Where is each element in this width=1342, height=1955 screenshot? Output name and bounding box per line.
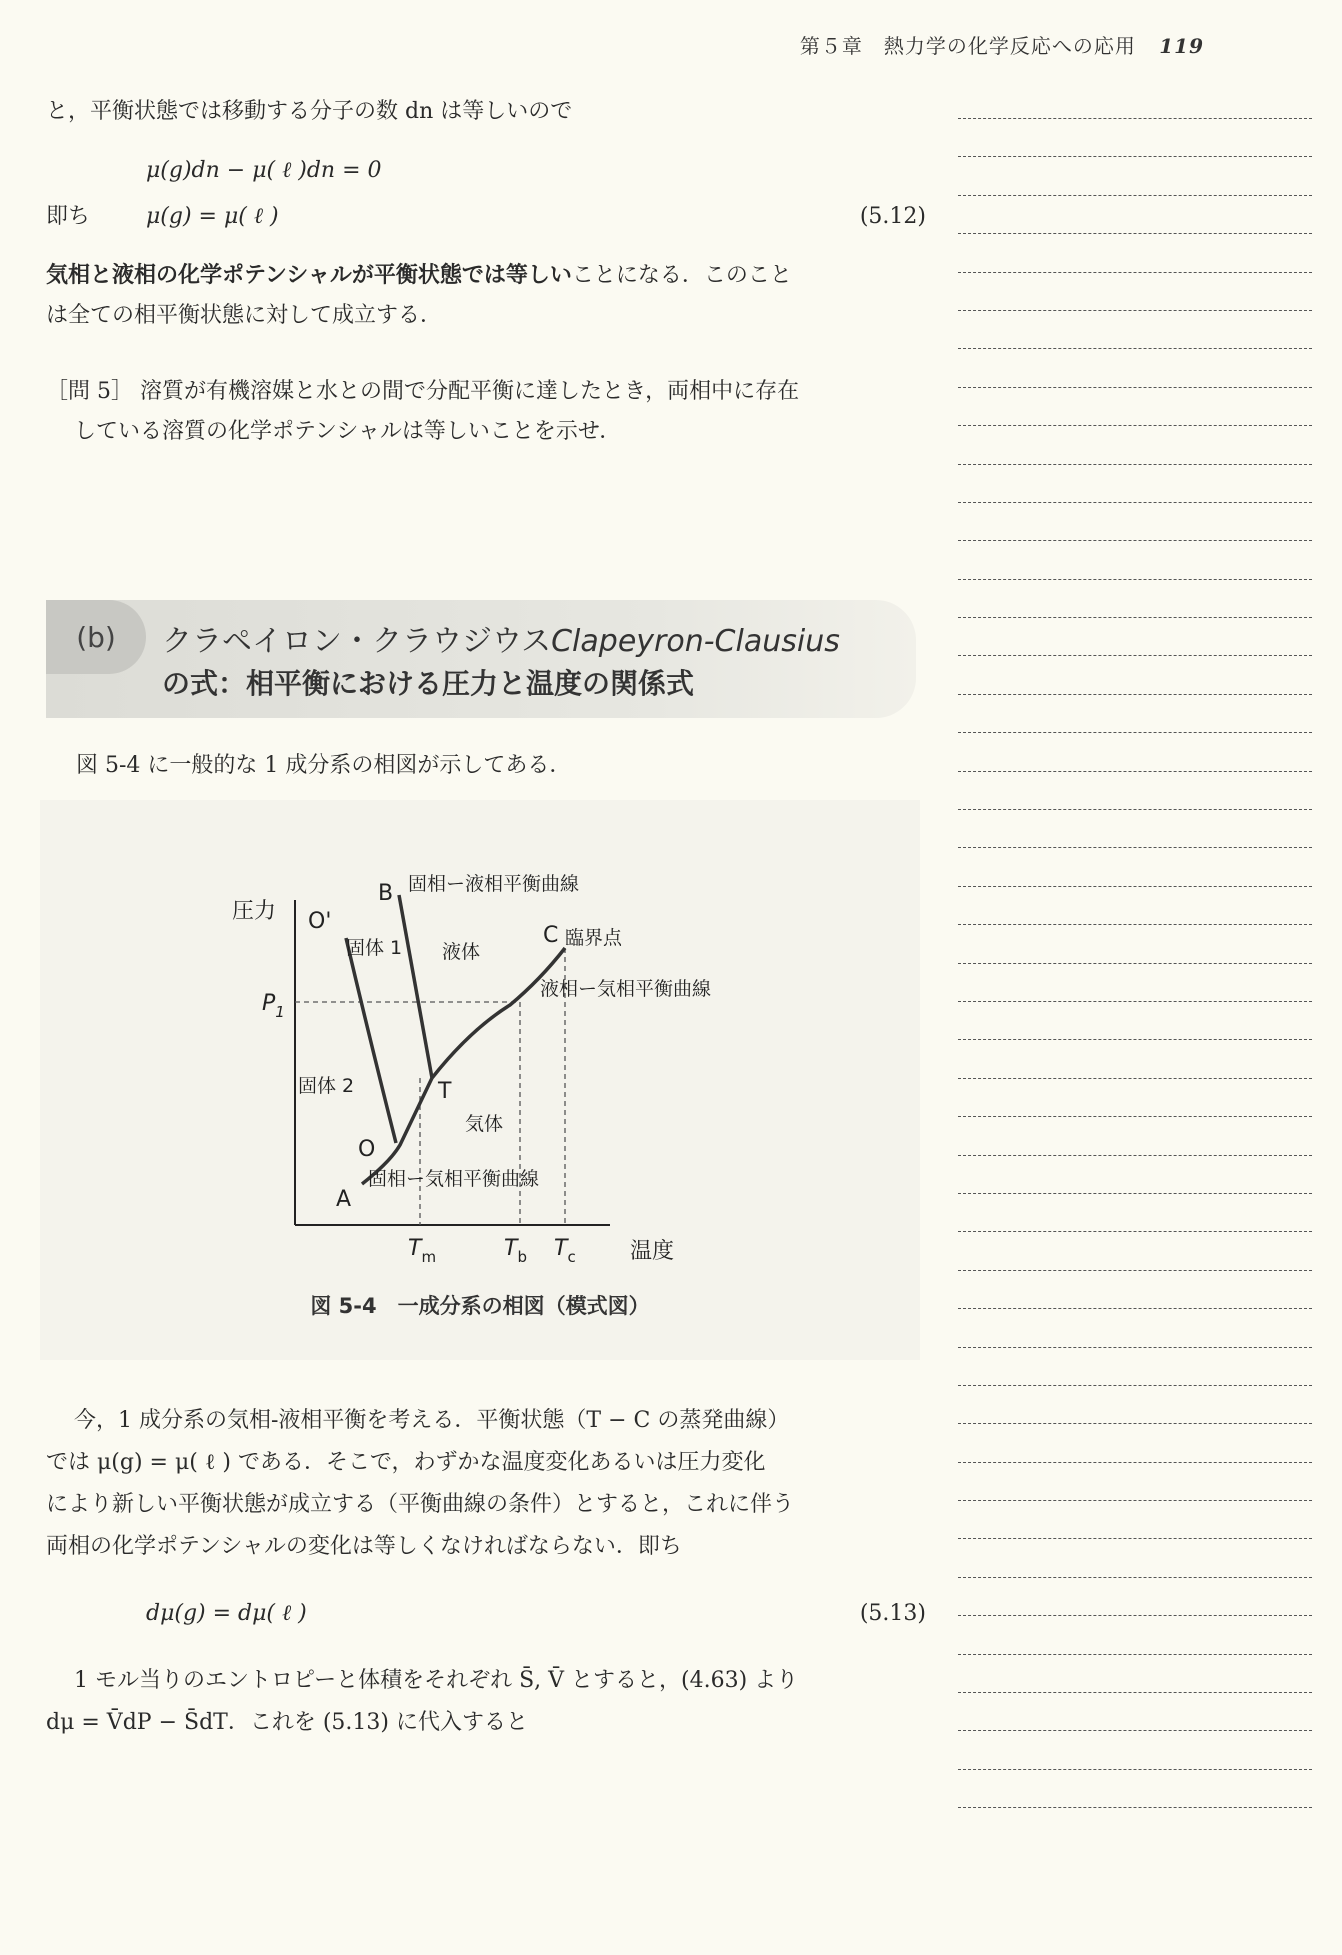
- note-line: [958, 195, 1312, 196]
- note-line: [958, 1193, 1312, 1194]
- y-axis-label: 圧力: [232, 899, 277, 924]
- paragraph-3-line4: 両相の化学ポテンシャルの変化は等しくなければならない．即ち: [46, 1534, 682, 1559]
- paragraph-4-line1: 1 モル当りのエントロピーと体積をそれぞれ S̄, V̄ とすると，(4.63) より: [74, 1668, 799, 1693]
- paragraph-1: と，平衡状態では移動する分子の数 dn は等しいので: [46, 99, 573, 124]
- note-line: [958, 1462, 1312, 1463]
- p1-label: $P_1$: [262, 991, 285, 1021]
- note-line: [958, 425, 1312, 426]
- x-axis-label: 温度: [630, 1239, 675, 1264]
- note-line: [958, 1615, 1312, 1616]
- curve-t-c: [432, 948, 565, 1078]
- main-text-top: [46, 92, 926, 452]
- question-text: 溶質が有機溶媒と水との間で分配平衡に達したとき，両相中に存在: [140, 379, 800, 404]
- equation-label: 即ち: [46, 204, 91, 229]
- region-solid2: 固体 2: [298, 1075, 355, 1097]
- note-line: [958, 1692, 1312, 1693]
- note-line: [958, 1500, 1312, 1501]
- section-title-ja: クラペイロン・クラウジウス: [162, 624, 552, 659]
- note-line: [958, 1308, 1312, 1309]
- note-line: [958, 1577, 1312, 1578]
- equation-1: [46, 148, 926, 194]
- figure-intro: 図 5-4 に一般的な 1 成分系の相図が示してある．: [76, 753, 572, 778]
- region-solid1: 固体 1: [346, 937, 403, 959]
- note-line: [958, 963, 1312, 964]
- question-5: [46, 372, 926, 412]
- section-title-line1: [162, 616, 840, 660]
- tc-label: $T_c$: [554, 1236, 576, 1266]
- note-line: [958, 579, 1312, 580]
- note-line: [958, 1538, 1312, 1539]
- note-line: [958, 1231, 1312, 1232]
- point-t-label: T: [438, 1079, 452, 1104]
- note-line: [958, 771, 1312, 772]
- critical-point-label: 臨界点: [565, 927, 623, 949]
- note-line: [958, 310, 1312, 311]
- chapter-title: 第５章 熱力学の化学反応への応用: [799, 34, 1136, 58]
- paragraph-2-line2: は全ての相平衡状態に対して成立する．: [46, 303, 443, 328]
- paragraph-2: [46, 256, 926, 296]
- equation-5-12-number: (5.12): [859, 204, 926, 229]
- note-line: [958, 847, 1312, 848]
- curve-o-oprime: [346, 938, 396, 1143]
- note-line: [958, 464, 1312, 465]
- equation-5-12-body: μ(g) = μ( ℓ ): [146, 204, 279, 229]
- note-line: [958, 1769, 1312, 1770]
- main-text-bottom: [46, 1400, 926, 1744]
- note-line: [958, 348, 1312, 349]
- running-header: [800, 30, 1204, 59]
- note-line: [958, 1078, 1312, 1079]
- note-line: [958, 1116, 1312, 1117]
- note-line: [958, 233, 1312, 234]
- solid-liquid-curve-label: 固相ー液相平衡曲線: [408, 873, 580, 895]
- point-b-label: B: [378, 881, 394, 906]
- tm-label: $T_m$: [408, 1236, 437, 1266]
- paragraph-3-line3: により新しい平衡状態が成立する（平衡曲線の条件）とすると，これに伴う: [46, 1492, 795, 1517]
- equation-5-13-body: dμ(g) = dμ( ℓ ): [146, 1601, 307, 1626]
- section-title-line2: の式：相平衡における圧力と温度の関係式: [162, 667, 695, 700]
- section-tag: (b): [46, 600, 146, 674]
- equation-1-body: μ(g)dn − μ( ℓ )dn = 0: [146, 158, 382, 183]
- region-liquid: 液体: [442, 941, 481, 963]
- note-line: [958, 655, 1312, 656]
- note-line: [958, 1730, 1312, 1731]
- note-line: [958, 387, 1312, 388]
- section-heading-b: [46, 600, 916, 718]
- note-line: [958, 732, 1312, 733]
- note-line: [958, 502, 1312, 503]
- equation-5-13: [46, 1584, 926, 1644]
- point-oprime-label: O': [308, 909, 332, 934]
- note-lines: [958, 118, 1312, 1846]
- region-gas: 気体: [465, 1113, 504, 1135]
- paragraph-4-line2: dμ = V̄dP − S̄dT．これを (5.13) に代入すると: [46, 1710, 528, 1735]
- liquid-gas-curve-label: 液相ー気相平衡曲線: [540, 978, 712, 1000]
- note-line: [958, 118, 1312, 119]
- phase-diagram: [40, 800, 920, 1280]
- note-line: [958, 1654, 1312, 1655]
- note-line: [958, 1270, 1312, 1271]
- paragraph-3-line2: では μ(g) = μ( ℓ ) である．そこで，わずかな温度変化あるいは圧力変化: [46, 1450, 766, 1475]
- note-line: [958, 1807, 1312, 1808]
- equation-5-12: [46, 194, 926, 240]
- paragraph-3-line1: 今，1 成分系の気相-液相平衡を考える．平衡状態（T − C の蒸発曲線）: [74, 1408, 790, 1433]
- paragraph-2-bold: 気相と液相の化学ポテンシャルが平衡状態では等しい: [46, 263, 572, 288]
- note-line: [958, 886, 1312, 887]
- tb-label: $T_b$: [504, 1236, 527, 1266]
- note-line: [958, 924, 1312, 925]
- solid-gas-curve-label: 固相ー気相平衡曲線: [368, 1168, 540, 1190]
- note-line: [958, 1347, 1312, 1348]
- figure-caption: 図 5-4 一成分系の相図（模式図）: [310, 1294, 650, 1318]
- point-a-label: A: [336, 1187, 352, 1212]
- question-label: ［問 5］: [46, 379, 133, 404]
- note-line: [958, 272, 1312, 273]
- section-title-en: Clapeyron-Clausius: [551, 624, 840, 659]
- equation-5-13-number: (5.13): [859, 1601, 926, 1626]
- curve-t-b: [399, 895, 432, 1078]
- note-line: [958, 1423, 1312, 1424]
- note-line: [958, 1155, 1312, 1156]
- question-text-2: している溶質の化学ポテンシャルは等しいことを示せ．: [74, 419, 622, 444]
- phase-diagram-figure: [40, 800, 920, 1360]
- note-line: [958, 1001, 1312, 1002]
- point-c-label: C: [543, 923, 559, 948]
- point-o-label: O: [358, 1137, 376, 1162]
- note-line: [958, 1039, 1312, 1040]
- note-line: [958, 617, 1312, 618]
- note-line: [958, 540, 1312, 541]
- note-line: [958, 809, 1312, 810]
- page-number: 119: [1159, 34, 1204, 58]
- note-line: [958, 694, 1312, 695]
- note-line: [958, 1385, 1312, 1386]
- paragraph-2-rest: ことになる．このこと: [571, 263, 792, 288]
- note-line: [958, 156, 1312, 157]
